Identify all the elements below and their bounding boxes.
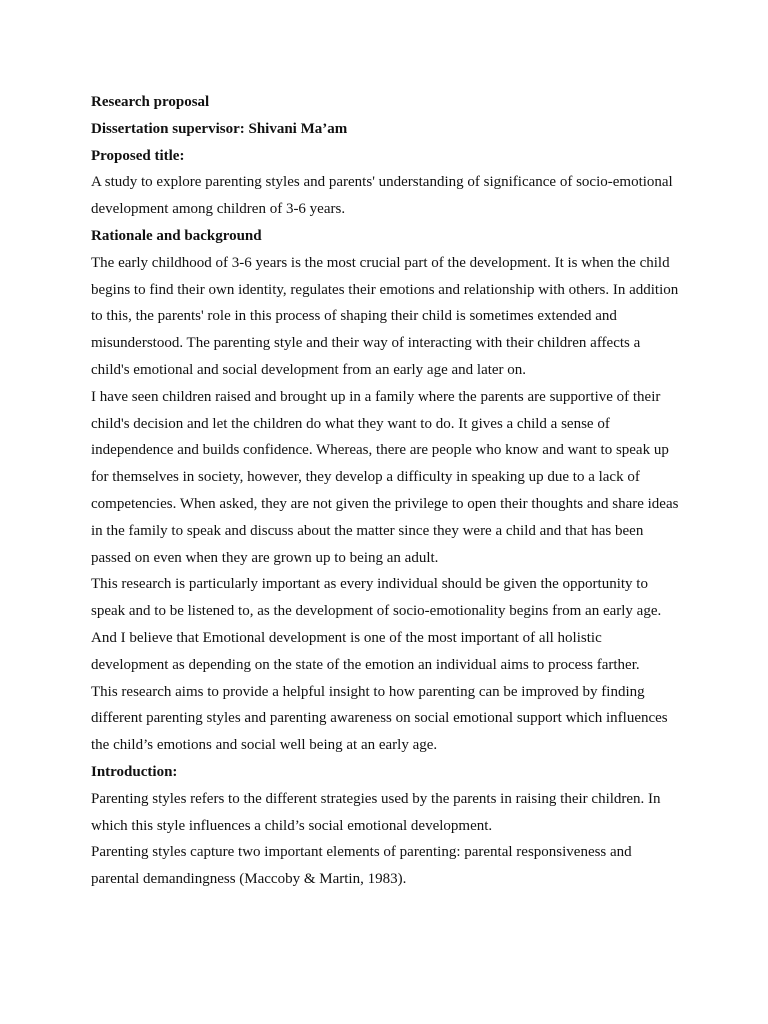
rationale-paragraph: This research is particularly important as every individual should be given the opportunity to speak and to be listened to, as the development of socio-emotionality begins from an early age. And I believe that Emotional development is one of the most important of all holistic development as depending on the state of the emotion an individual aims to process farther. (91, 576, 662, 673)
supervisor-line: Dissertation supervisor: Shivani Ma’am (91, 120, 348, 137)
proposed-title-text: A study to explore parenting styles and parents' understanding of significance of socio-emotional development among children of 3-6 years. (91, 174, 673, 218)
introduction-heading: Introduction: (91, 763, 178, 780)
introduction-paragraph: Parenting styles capture two important elements of parenting: parental responsiveness and parental demandingness (Maccoby & Martin, 1983). (91, 844, 632, 888)
document-body (91, 89, 681, 893)
rationale-paragraph: The early childhood of 3-6 years is the most crucial part of the development. It is when the child begins to find their own identity, regulates their emotions and relationship with others. In addition to this, the parents' role in this process of shaping their child is sometimes extended and misunderstood. The parenting style and their way of interacting with their children affects a child's emotional and social development from an early age and later on. (91, 254, 679, 378)
proposed-title-label: Proposed title: (91, 147, 185, 164)
introduction-paragraph: Parenting styles refers to the different strategies used by the parents in raising their children. In which this style influences a child’s social emotional development. (91, 790, 661, 834)
document-heading: Research proposal (91, 94, 210, 110)
rationale-heading: Rationale and background (91, 227, 262, 244)
rationale-paragraph: This research aims to provide a helpful insight to how parenting can be improved by finding different parenting styles and parenting awareness on social emotional support which influences the child’s emotions and social well being at an early age. (91, 683, 668, 754)
rationale-paragraph: I have seen children raised and brought up in a family where the parents are supportive of their child's decision and let the children do what they want to do. It gives a child a sense of independence and builds confidence. Whereas, there are people who know and want to speak up for themselves in society, however, they develop a difficulty in speaking up due to a lack of competencies. When asked, they are not given the privilege to open their thoughts and share ideas in the family to speak and discuss about the matter since they were a child and that has been passed on even when they are grown up to being an adult. (91, 388, 679, 566)
